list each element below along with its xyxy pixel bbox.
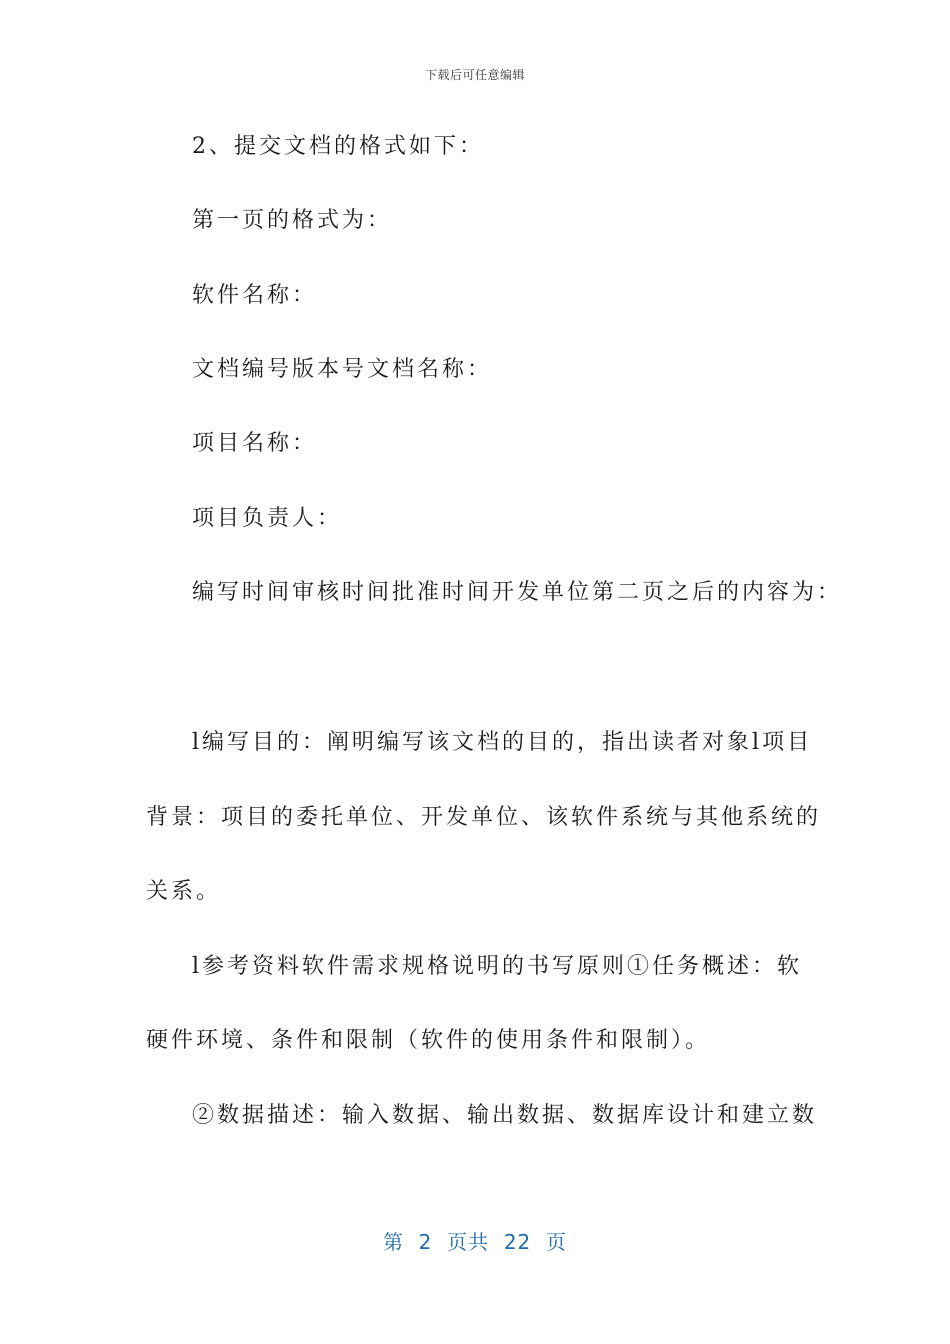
text-line: 项目名称： — [192, 431, 318, 456]
text-line: ②数据描述：输入数据、输出数据、数据库设计和建立数 — [192, 1103, 818, 1128]
text-line: 第一页的格式为： — [192, 208, 393, 233]
page-number-footer: 第 2 页共 22 页 — [382, 1230, 568, 1254]
text-line: l参考资料软件需求规格说明的书写原则①任务概述：软 — [192, 954, 803, 979]
text-line: l编写目的：阐明编写该文档的目的，指出读者对象l项目 — [192, 730, 813, 755]
text-line: 软件名称： — [192, 283, 318, 308]
text-line: 硬件环境、条件和限制（软件的使用条件和限制）。 — [146, 1028, 711, 1053]
text-line: 关系。 — [146, 879, 222, 904]
text-line: 背景：项目的委托单位、开发单位、该软件系统与其他系统的 — [146, 805, 822, 830]
text-line: 2、提交文档的格式如下： — [192, 134, 484, 159]
text-line: 编写时间审核时间批准时间开发单位第二页之后的内容为： — [192, 580, 843, 605]
text-line: 文档编号版本号文档名称： — [192, 357, 493, 382]
page-header: 下载后可任意编辑 — [424, 68, 525, 82]
text-line: 项目负责人： — [192, 506, 343, 531]
